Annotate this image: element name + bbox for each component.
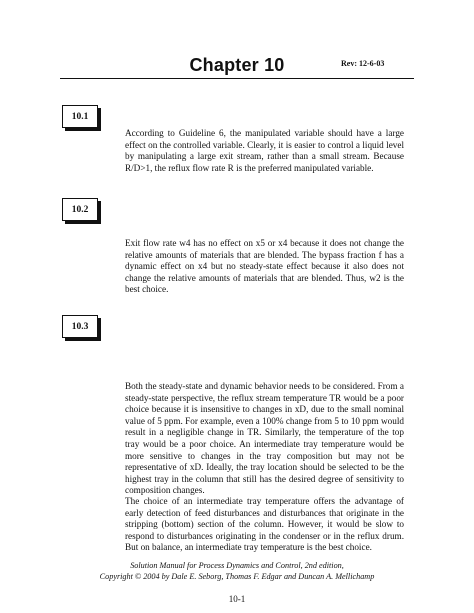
chapter-title: Chapter 10 [189, 55, 285, 75]
problem-number: 10.3 [71, 321, 89, 332]
problem-number-box [62, 105, 98, 128]
problem-paragraph: Exit flow rate w4 has no effect on x5 or x4 because it does not change the relative amounts of materials that are blended. The bypass fraction f has a dynamic effect on x4 but no steady-state effect because it also does not change the relative amounts of materials that are blended. Thus, w2 is the best choice. [125, 238, 404, 295]
problem-number-box [62, 198, 98, 221]
footer-source-line: Solution Manual for Process Dynamics and Control, 2nd edition, [130, 561, 344, 570]
problem-paragraph: The choice of an intermediate tray temperature offers the advantage of early detection of feed disturbances and disturbances that originate in the stripping (bottom) section of the column. However, it would be slow to respond to disturbances originating in the condenser or in the reflux drum. But on balance, an intermediate tray temperature is the best choice. [125, 496, 404, 553]
page-number: 10-1 [228, 594, 246, 604]
problem-number: 10.2 [71, 204, 89, 215]
footer-copyright-line: Copyright © 2004 by Dale E. Seborg, Thomas F. Edgar and Duncan A. Mellichamp [99, 572, 375, 581]
problem-number: 10.1 [71, 111, 89, 122]
problem-paragraph: According to Guideline 6, the manipulated variable should have a large effect on the controlled variable. Clearly, it is easier to control a liquid level by manipulating a large exit stream, rather than a small stream. Because R/D>1, the reflux flow rate R is the preferred manipulated variable. [125, 128, 404, 173]
header-rule [60, 78, 414, 79]
problem-number-box [62, 315, 98, 338]
revision-label: Rev: 12-6-03 [341, 59, 385, 68]
problem-paragraph: Both the steady-state and dynamic behavior needs to be considered. From a steady-state perspective, the reflux stream temperature TR would be a poor choice because it is insensitive to changes in xD, due to the small nominal value of 5 ppm. For example, even a 100% change from 5 to 10 ppm would result in a negligible change in TR. Similarly, the temperature of the top tray would be a poor choice. An intermediate tray temperature would be more sensitive to changes in the tray composition but may not be representative of xD. Ideally, the tray location should be selected to be the highest tray in the column that still has the desired degree of sensitivity to composition changes. [125, 381, 404, 496]
